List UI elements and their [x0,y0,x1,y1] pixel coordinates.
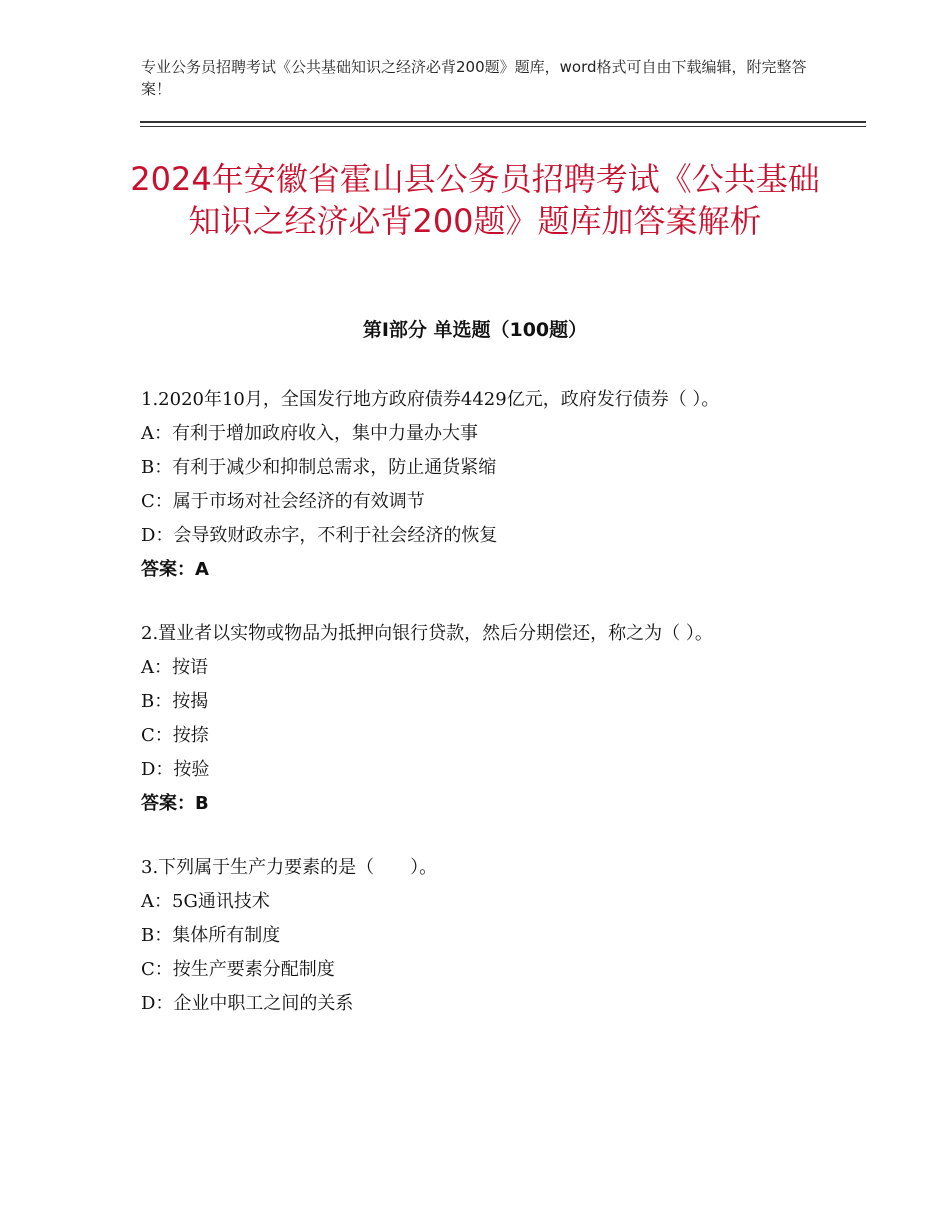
option-a: A：有利于增加政府收入，集中力量办大事 [141,423,478,444]
question-stem: 1.2020年10月，全国发行地方政府债券4429亿元，政府发行债券（ ）。 [141,389,720,410]
option-b: B：集体所有制度 [141,925,281,946]
question-stem: 3.下列属于生产力要素的是（ ）。 [141,857,438,878]
question-stem: 2.置业者以实物或物品为抵押向银行贷款，然后分期偿还，称之为（ ）。 [141,623,713,644]
option-c: C：按生产要素分配制度 [141,959,335,980]
question-1 [141,383,821,587]
option-a: A：5G通讯技术 [141,891,270,912]
header-divider-thick [140,121,866,123]
section-heading: 第I部分 单选题（100题） [362,319,588,341]
option-d: D：会导致财政赤字，不利于社会经济的恢复 [141,525,498,546]
question-list [141,383,821,1051]
option-d: D：企业中职工之间的关系 [141,993,354,1014]
question-3 [141,851,821,1021]
option-a: A：按语 [141,657,208,678]
option-c: C：按捺 [141,725,209,746]
question-2 [141,617,821,821]
document-title: 2024年安徽省霍山县公务员招聘考试《公共基础知识之经济必背200题》题库加答案解析 [130,160,820,240]
option-d: D：按验 [141,759,210,780]
answer: 答案：A [141,559,209,580]
header-divider-thin [140,126,866,127]
option-c: C：属于市场对社会经济的有效调节 [141,491,425,512]
header-note: 专业公务员招聘考试《公共基础知识之经济必背200题》题库，word格式可自由下载编辑，附完整答案！ [141,58,807,98]
answer: 答案：B [141,793,209,814]
option-b: B：有利于减少和抑制总需求，防止通货紧缩 [141,457,497,478]
option-b: B：按揭 [141,691,209,712]
